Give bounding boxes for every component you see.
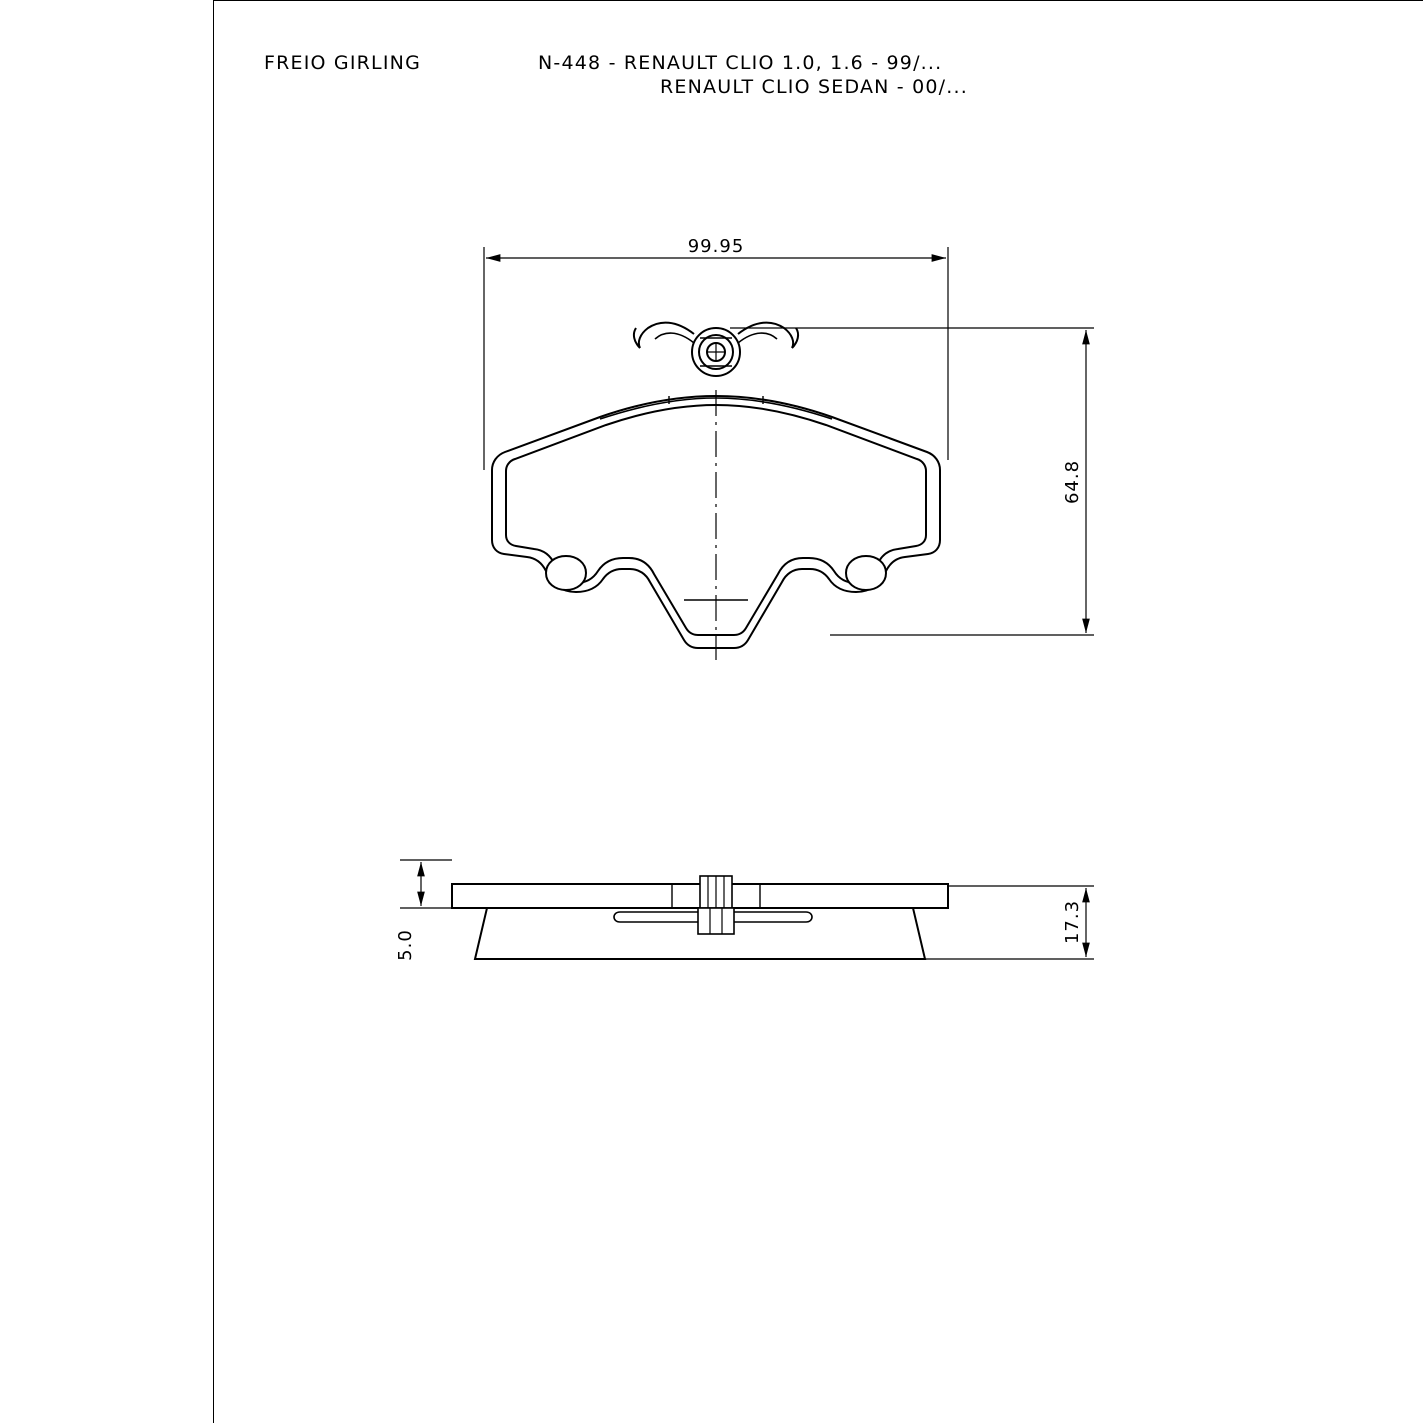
dimension-backplate-thickness-label: 5.0	[395, 929, 416, 961]
title-brand: FREIO GIRLING	[264, 52, 421, 74]
dimension-height-label: 64.8	[1062, 459, 1083, 505]
brake-pad-side-view	[452, 876, 948, 959]
dimension-total-thickness-label: 17.3	[1062, 899, 1083, 945]
title-part-line-2: RENAULT CLIO SEDAN - 00/...	[660, 76, 968, 98]
title-part-line-1: N-448 - RENAULT CLIO 1.0, 1.6 - 99/...	[538, 52, 943, 74]
dimension-width-label: 99.95	[687, 236, 745, 257]
